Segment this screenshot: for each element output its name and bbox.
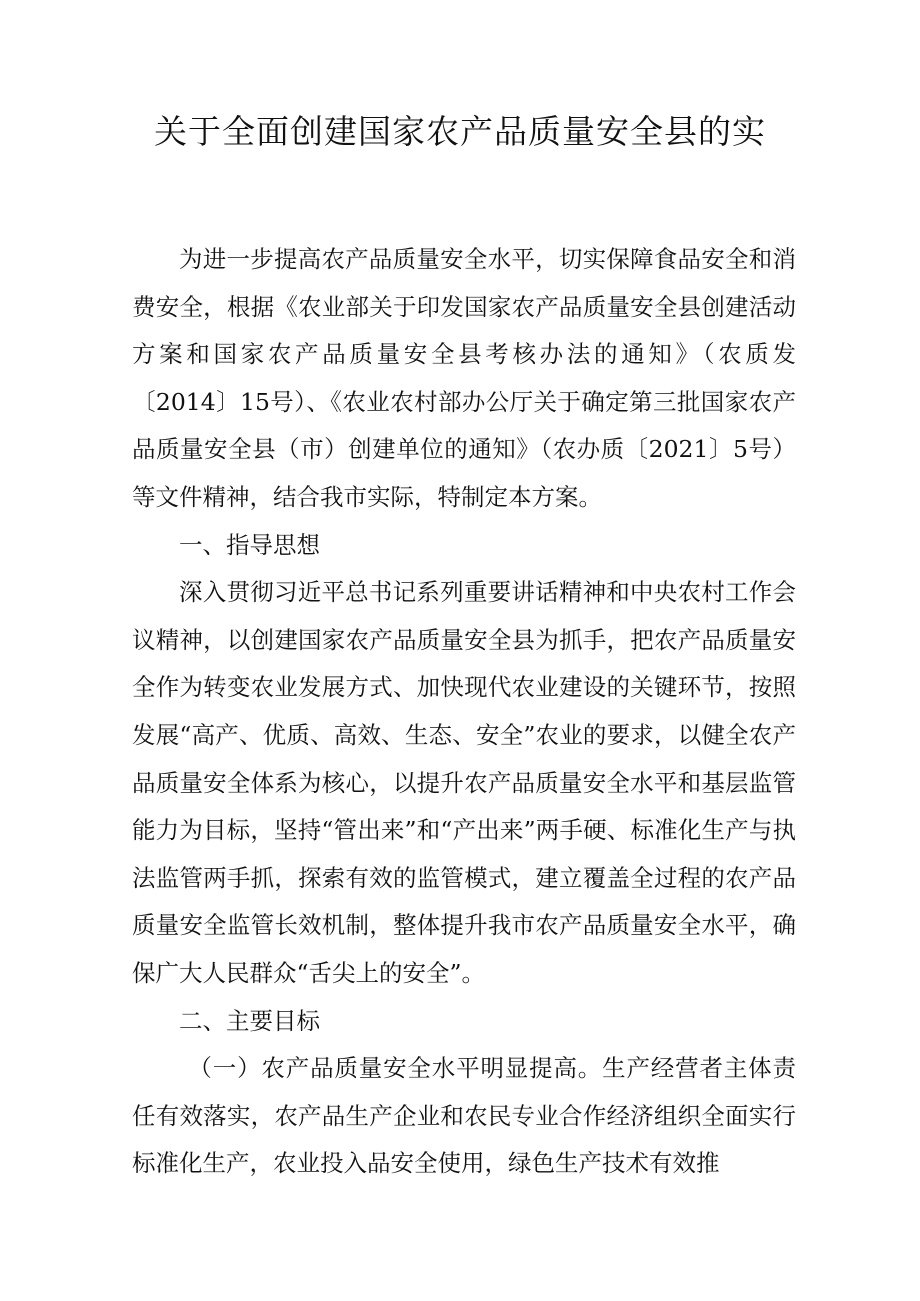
main-goal-item-1: （一）农产品质量安全水平明显提高。生产经营者主体责任有效落实，农产品生产企业和农民专业合作经济组织全面实行标准化生产，农业投入品安全使用，绿色生产技术有效推 <box>132 1054 796 1178</box>
document-body <box>132 236 796 1188</box>
guiding-ideology-paragraph: 深入贯彻习近平总书记系列重要讲话精神和中央农村工作会议精神，以创建国家农产品质量安全县为抓手，把农产品质量安全作为转变农业发展方式、加快现代农业建设的关键环节，按照发展“高产、优质、高效、生态、安全”农业的要求，以健全农产品质量安全体系为核心，以提升农产品质量安全水平和基层监管能力为目标，坚持“管出来”和“产出来”两手硬、标准化生产与执法监管两手抓，探索有效的监管模式，建立覆盖全过程的农产品质量安全监管长效机制，整体提升我市农产品质量安全水平，确保广大人民群众“舌尖上的安全”。 <box>132 578 796 987</box>
intro-paragraph: 为进一步提高农产品质量安全水平，切实保障食品安全和消费安全，根据《农业部关于印发国家农产品质量安全县创建活动方案和国家农产品质量安全县考核办法的通知》（农质发〔2014〕15号）、《农业农村部办公厅关于确定第三批国家农产品质量安全县（市）创建单位的通知》（农办质〔2021〕5号）等文件精神，结合我市实际，特制定本方案。 <box>132 245 796 511</box>
section-heading-guiding-ideology: 一、指导思想 <box>179 530 320 559</box>
document-title: 关于全面创建国家农产品质量安全县的实 <box>154 112 766 151</box>
section-heading-main-goals: 二、主要目标 <box>179 1006 320 1035</box>
